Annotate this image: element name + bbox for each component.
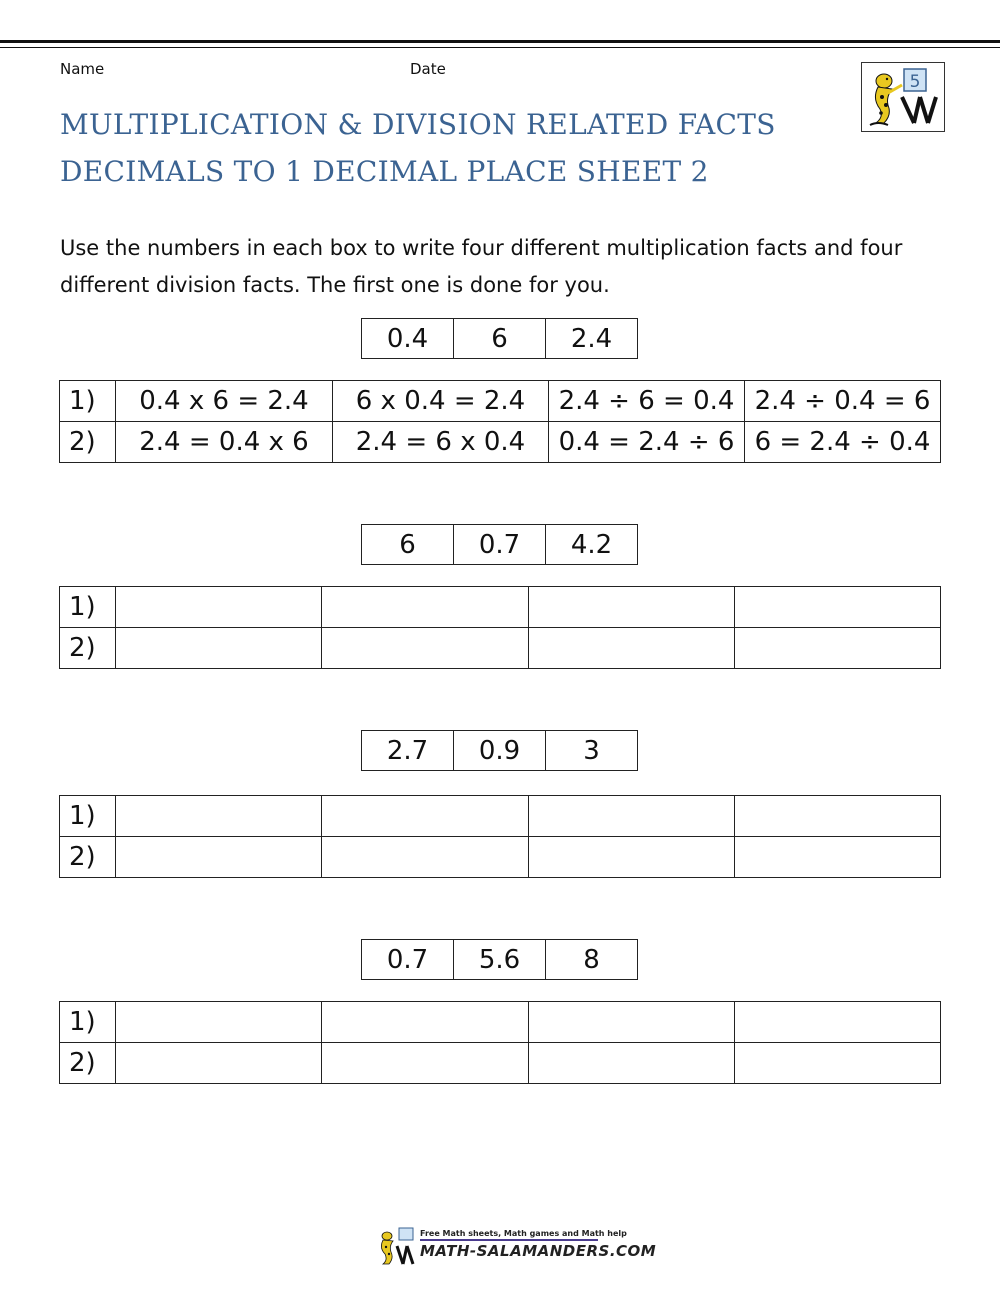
number-cell: 2.4: [570, 323, 613, 354]
footer-underline: [420, 1239, 598, 1241]
answer-cell[interactable]: [116, 837, 322, 878]
answer-cell[interactable]: [734, 796, 940, 837]
number-cell: 0.7: [362, 940, 454, 979]
answer-cell[interactable]: [322, 1002, 528, 1043]
facts-table: [59, 795, 941, 878]
number-cell: 0.7: [454, 525, 546, 564]
row-label: 2): [60, 1043, 116, 1084]
footer-tagline: Free Math sheets, Math games and Math help: [420, 1229, 627, 1238]
answer-cell[interactable]: [322, 1043, 528, 1084]
answer-cell[interactable]: [734, 837, 940, 878]
answer-cell[interactable]: [734, 1043, 940, 1084]
salamander-logo-icon: [862, 63, 944, 131]
row-label: 1): [60, 587, 116, 628]
title-line-2: DECIMALS TO 1 DECIMAL PLACE SHEET 2: [60, 155, 709, 188]
title-line-1: MULTIPLICATION & DIVISION RELATED FACTS: [60, 108, 776, 141]
answer-cell[interactable]: [116, 1002, 322, 1043]
table-row: [60, 422, 941, 463]
row-label: 2): [60, 837, 116, 878]
number-cell: 0.4: [362, 319, 454, 358]
fact-cell: 2.4 = 6 x 0.4: [333, 422, 549, 463]
fact-cell: 2.4 = 0.4 x 6: [116, 422, 333, 463]
table-row: [60, 837, 941, 878]
answer-cell[interactable]: [528, 1043, 734, 1084]
number-cell: 0.9: [454, 731, 546, 770]
table-row: [60, 381, 941, 422]
answer-cell[interactable]: [116, 1043, 322, 1084]
answer-cell[interactable]: [528, 628, 734, 669]
answer-cell[interactable]: [734, 1002, 940, 1043]
table-row: [60, 796, 941, 837]
table-row: [60, 628, 941, 669]
table-row: [60, 587, 941, 628]
fact-cell: 6 x 0.4 = 2.4: [333, 381, 549, 422]
facts-table: [59, 380, 941, 463]
footer-brand[interactable]: [375, 1226, 657, 1268]
number-cell: 8: [583, 944, 600, 975]
number-box: [361, 318, 638, 359]
answer-cell[interactable]: [734, 587, 940, 628]
fact-cell: 2.4 ÷ 6 = 0.4: [549, 381, 745, 422]
answer-cell[interactable]: [322, 587, 528, 628]
facts-table: [59, 1001, 941, 1084]
date-label: Date: [410, 60, 446, 78]
number-cell: 5.6: [454, 940, 546, 979]
instructions: Use the numbers in each box to write four different multiplication facts and four different division facts. The first one is done for you.: [60, 236, 903, 297]
grade-logo: [861, 62, 945, 132]
answer-cell[interactable]: [322, 628, 528, 669]
number-cell: 4.2: [570, 529, 613, 560]
row-label: 1): [60, 381, 116, 422]
answer-cell[interactable]: [322, 837, 528, 878]
salamander-footer-icon: [375, 1226, 419, 1268]
top-rule-thin: [0, 47, 1000, 48]
row-label: 1): [60, 796, 116, 837]
answer-cell[interactable]: [322, 796, 528, 837]
number-cell: 6: [362, 525, 454, 564]
fact-cell: 6 = 2.4 ÷ 0.4: [745, 422, 941, 463]
fact-cell: 0.4 = 2.4 ÷ 6: [549, 422, 745, 463]
fact-cell: 0.4 x 6 = 2.4: [116, 381, 333, 422]
fact-cell: 2.4 ÷ 0.4 = 6: [745, 381, 941, 422]
answer-cell[interactable]: [528, 837, 734, 878]
footer-site-link[interactable]: MATH-SALAMANDERS.COM: [420, 1242, 657, 1260]
answer-cell[interactable]: [528, 796, 734, 837]
number-box: [361, 730, 638, 771]
answer-cell[interactable]: [116, 587, 322, 628]
row-label: 1): [60, 1002, 116, 1043]
logo-grade-number: 5: [909, 72, 921, 92]
facts-table: [59, 586, 941, 669]
number-box: [361, 524, 638, 565]
table-row: [60, 1043, 941, 1084]
number-cell: 6: [454, 319, 546, 358]
row-label: 2): [60, 628, 116, 669]
number-cell: 2.7: [362, 731, 454, 770]
answer-cell[interactable]: [116, 796, 322, 837]
top-rule-thick: [0, 40, 1000, 43]
answer-cell[interactable]: [116, 628, 322, 669]
name-label: Name: [60, 60, 105, 78]
answer-cell[interactable]: [734, 628, 940, 669]
answer-cell[interactable]: [528, 587, 734, 628]
table-row: [60, 1002, 941, 1043]
number-box: [361, 939, 638, 980]
number-cell: 3: [583, 735, 600, 766]
row-label: 2): [60, 422, 116, 463]
answer-cell[interactable]: [528, 1002, 734, 1043]
